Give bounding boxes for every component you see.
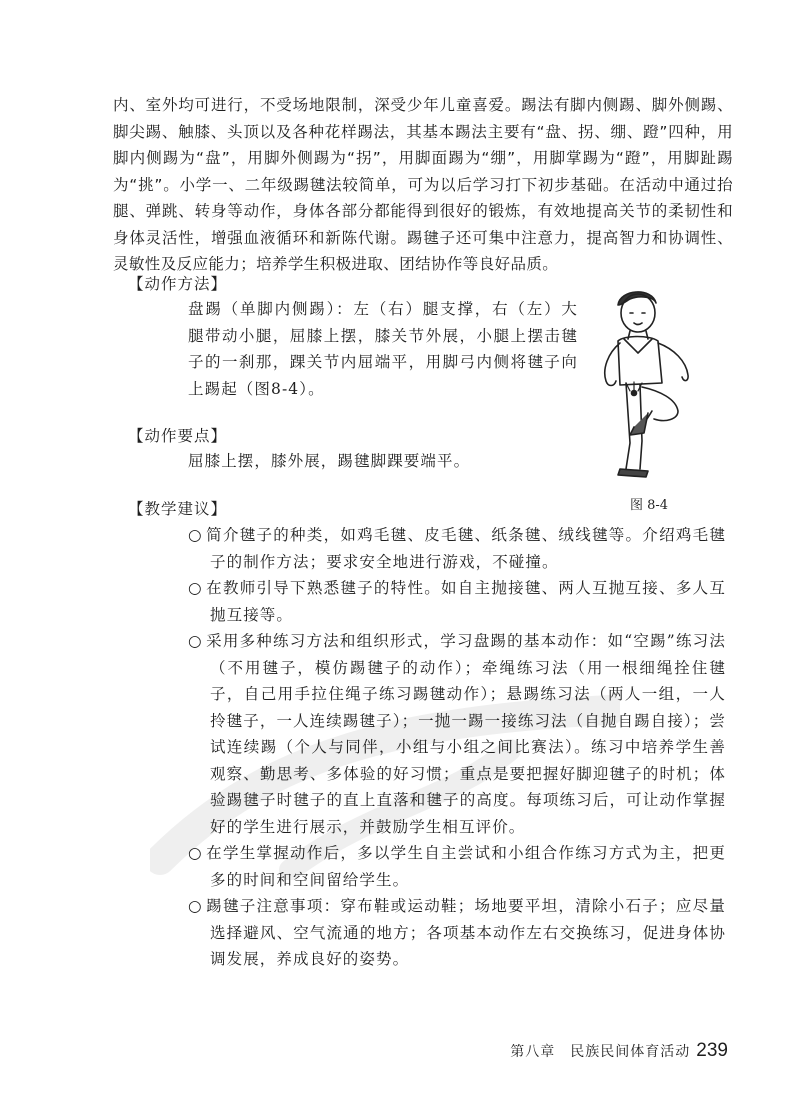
list-item: ○ 踢毽子注意事项：穿布鞋或运动鞋；场地要平坦，清除小石子；应尽量选择避风、空气流通的地方；各项基本动作左右交换练习，促进身体协调发展，养成良好的姿势。 xyxy=(188,893,726,973)
teaching-suggestion-list xyxy=(188,522,726,973)
chapter-title: 第八章 民族民间体育活动 xyxy=(510,1044,691,1060)
figure-caption: 图 8-4 xyxy=(630,498,669,513)
method-text: 盘踢（单脚内侧踢）：左（右）腿支撑，右（左）大腿带动小腿，屈膝上摆，膝关节外展，小腿上摆击毽子的一刹那，踝关节内屈端平，用脚弓内侧将毽子向上踢起（图8-4）。 xyxy=(188,300,578,398)
key-points-text: 屈膝上摆，膝外展，踢毽脚踝要端平。 xyxy=(188,452,471,470)
list-item: ○ 在教师引导下熟悉毽子的特性。如自主抛接毽、两人互抛互接、多人互抛互接等。 xyxy=(188,575,726,628)
circle-bullet: ○ xyxy=(188,526,203,544)
page-number: 239 xyxy=(696,1040,728,1061)
list-item: ○ 在学生掌握动作后，多以学生自主尝试和小组合作练习方式为主，把更多的时间和空间留给学生。 xyxy=(188,840,726,893)
circle-bullet: ○ xyxy=(188,897,203,915)
circle-bullet: ○ xyxy=(188,579,203,597)
teaching-heading: 【教学建议】 xyxy=(128,500,228,518)
key-points-heading: 【动作要点】 xyxy=(128,427,228,445)
intro-paragraph: 内、室外均可进行，不受场地限制，深受少年儿童喜爱。踢法有脚内侧踢、脚外侧踢、脚尖踢、触膝、头顶以及各种花样踢法，其基本踢法主要有“盘、拐、绷、蹬”四种，用脚内侧踢为“盘”，用脚外侧踢为“拐”，用脚面踢为“绷”，用脚掌踢为“蹬”，用脚趾踢为“挑”。小学一、二年级踢毽法较简单，可为以后学习打下初步基础。在活动中通过抬腿、弹跳、转身等动作，身体各部分都能得到很好的锻炼，有效地提高关节的柔韧性和身体灵活性，增强血液循环和新陈代谢。踢毽子还可集中注意力，提高智力和协调性、灵敏性及反应能力；培养学生积极进取、团结协作等良好品质。 xyxy=(113,96,733,273)
boy-kicking-shuttlecock-illustration xyxy=(590,283,710,483)
page-footer xyxy=(510,1040,728,1062)
list-item: ○ 采用多种练习方法和组织形式，学习盘踢的基本动作：如“空踢”练习法（不用毽子，模仿踢毽子的动作）；牵绳练习法（用一根细绳拴住毽子，自己用手拉住绳子练习踢毽动作）；悬踢练习法（两人一组，一人拎毽子，一人连续踢毽子）；一抛一踢一接练习法（自抛自踢自接）；尝试连续踢（个人与同伴，小组与小组之间比赛法）。练习中培养学生善观察、勤思考、多体验的好习惯；重点是要把握好脚迎毽子的时机；体验踢毽子时毽子的直上直落和毽子的高度。每项练习后，可让动作掌握好的学生进行展示，并鼓励学生相互评价。 xyxy=(188,628,726,840)
method-heading: 【动作方法】 xyxy=(128,275,228,293)
circle-bullet: ○ xyxy=(188,632,203,650)
circle-bullet: ○ xyxy=(188,844,203,862)
list-item: ○ 简介毽子的种类，如鸡毛毽、皮毛毽、纸条毽、绒线毽等。介绍鸡毛毽子的制作方法；要求安全地进行游戏，不碰撞。 xyxy=(188,522,726,575)
